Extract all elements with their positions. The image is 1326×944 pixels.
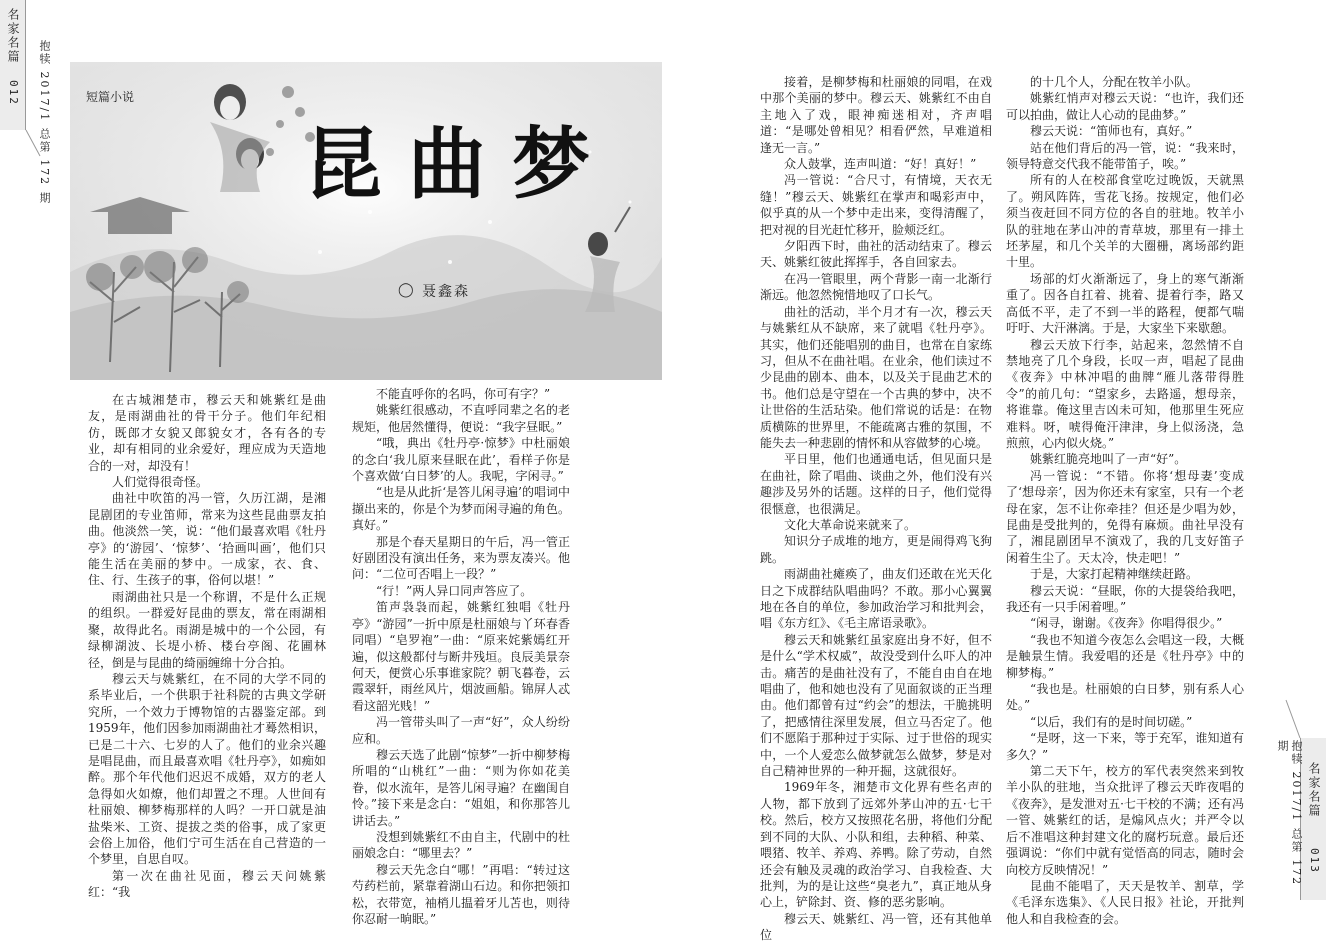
paragraph: “也是从此折‘是答儿闲寻遍’的唱词中撷出来的，你是个为梦而闲寻遍的角色。真好。” <box>352 485 570 533</box>
paragraph: 场部的灯火渐渐远了，身上的寒气渐渐重了。因各自扛着、挑着、提着行李，路又高低不平，走了不到一半的路程，便都气喘吁吁、大汗淋漓。于是，大家坐下来歇憩。 <box>1006 271 1244 336</box>
text-column-4 <box>1006 74 1244 927</box>
paragraph: “是呀，这一下来，等于充军，谁知道有多久？” <box>1006 731 1244 762</box>
paragraph: “我也是。杜丽娘的白日梦，别有系人心处。” <box>1006 682 1244 713</box>
paragraph: 冯一管带头叫了一声“好”，众人纷纷应和。 <box>352 715 570 746</box>
paragraph: 平日里，他们也通通电话，但见面只是在曲社，除了唱曲、谈曲之外，他们没有兴趣涉及另外的话题。这样的日子，他们觉得很惬意，也很满足。 <box>760 452 992 516</box>
paragraph: 站在他们背后的冯一管，说：“我来时，领导特意交代我不能带笛子，唉。” <box>1006 140 1244 172</box>
paragraph: “以后，我们有的是时间切磋。” <box>1030 714 1193 729</box>
paragraph: 姚紫红悄声对穆云天说：“也许，我们还可以拍曲，做让人心动的昆曲梦。” <box>1006 91 1244 122</box>
paragraph: “闲寻，谢谢。《夜奔》你唱得很少。” <box>1030 616 1223 631</box>
paragraph: 1969年冬，湘楚市文化界有些名声的人物，都下放到了远郊外茅山冲的五·七干校。然后，校方又按照花名册，将他们分配到不同的大队、小队和组，去种稻、种菜、喂猪、牧羊、养鸡、养鸭。除了劳动，自然还会有触及灵魂的政治学习、自我检查、大批判，为的是让这些“臭老九”，真正地从身心上，铲除封、资、修的恶劣影响。 <box>760 780 992 910</box>
paragraph: 于是，大家打起精神继续赶路。 <box>1030 567 1199 582</box>
paragraph: 雨湖曲社只是一个称谓，不是什么正规的组织。一群爱好昆曲的票友，常在雨湖相聚，故得此名。雨湖是城中的一个公园，有绿柳湖波、长堤小桥、楼台亭阁、花圃林径，倒是与昆曲的绮丽缠绵十分合拍。 <box>88 589 326 670</box>
paragraph: 曲社中吹笛的冯一管，久历江湖，是湘昆剧团的专业笛师，常来为这些昆曲票友拍曲。他淡然一笑，说：“他们最喜欢唱《牡丹亭》的‘游园’、‘惊梦’、‘拾画叫画’，他们只能生活在美丽的梦中。一成家，衣、食、住、行、生孩子的事，俗何以堪！” <box>88 491 326 588</box>
paragraph: 穆云天说：“昼眠，你的大提袋给我吧，我还有一只手闲着哩。” <box>1006 583 1244 614</box>
paragraph: 冯一管说：“合尺寸，有情境，天衣无缝！”穆云天、姚紫红在掌声和喝彩声中，似乎真的从一个梦中走出来，变得清醒了，把对视的目光赶忙移开，脸颊泛红。 <box>760 173 992 237</box>
paragraph: 穆云天、姚紫红、冯一管，还有其他单位 <box>760 911 992 943</box>
paragraph: 在古城湘楚市，穆云天和姚紫红是曲友，是雨湖曲社的骨干分子。他们年纪相仿，既郎才女貌又郎貌女才，各有各的专业，却有相同的业余爱好，理应成为天造地合的一对，却没有！ <box>88 393 326 473</box>
paragraph: 姚紫红脆亮地叫了一声“好”。 <box>1030 452 1187 467</box>
issue-info: 抱犊 2017/1 总第 172 期 <box>1276 740 1303 887</box>
text-column-2 <box>352 386 570 927</box>
paragraph: 所有的人在校部食堂吃过晚饭，天就黑了。朔风阵阵，雪花飞扬。按规定，他们必须当夜赶回不同方位的各自的驻地。牧羊小队的驻地在茅山冲的青草坡，那里有一排土坯茅屋，和几个关羊的大圈栅，离场部约距十里。 <box>1006 173 1244 270</box>
paragraph: 冯一管说：“不错。你将‘想母妻’变成了‘想母亲’，因为你还未有家室，只有一个老母在家，怎不让你牵挂？但还是少唱为妙，昆曲是受批判的，免得有麻烦。曲社早没有了，湘昆剧团早不演戏了，我的几支好笛子闲着生尘了。天太冷，快走吧！” <box>1006 468 1244 565</box>
paragraph: 没想到姚紫红不由自主，代剧中的杜丽娘念白：“哪里去？” <box>352 829 570 861</box>
paragraph: 知识分子成堆的地方，更是闹得鸡飞狗跳。 <box>760 534 992 565</box>
author-name: 聂鑫森 <box>422 284 470 300</box>
paragraph: 夕阳西下时，曲社的活动结束了。穆云天、姚紫红彼此挥挥手，各自回家去。 <box>760 239 992 270</box>
paragraph: “哦，典出《牡丹亭·惊梦》中杜丽娘的念白‘我儿原来昼眠在此’，看样子你是个喜欢做‘白日梦’的人。我呢，字闲寻。” <box>352 436 570 484</box>
paragraph: “行！”两人异口同声答应了。 <box>376 583 533 598</box>
paragraph: 姚紫红很感动，不直呼同辈之名的老规矩，他居然懂得，便说：“我字昼眠。” <box>352 403 570 434</box>
text-column-1 <box>88 392 326 901</box>
section-name: 名家名篇 <box>1307 762 1321 818</box>
paragraph: “我也不知道今夜怎么会唱这一段，大概是触景生情。我爱唱的还是《牡丹亭》中的柳梦梅。” <box>1006 632 1244 680</box>
paragraph: 曲社的活动，半个月才有一次，穆云天与姚紫红从不缺席，来了就唱《牡丹亭》。其实，他们还能唱别的曲目，也常在自家练习，但从不在曲社唱。在业余，他们读过不少昆曲的剧本、曲本，以及关于昆曲艺术的书。他们总是守望在一个古典的梦中，决不让世俗的生活玷染。他们常说的话是：在物质横陈的世界里，不能疏离古雅的氛围，不能失去一种悲剧的情怀和从容做梦的心境。 <box>760 304 992 450</box>
paragraph: 穆云天放下行李，站起来，忽然情不自禁地亮了几个身段，长叹一声，唱起了昆曲《夜奔》中林冲唱的曲牌“雁儿落带得胜令”的前几句：“望家乡，去路遥，想母亲，将谁靠。俺这里吉凶未可知，他那里生死应难料。呀，唬得俺汗津津，身上似汤浇，急煎煎，心内似火烧。” <box>1006 337 1244 450</box>
story-title: 昆曲梦 <box>304 120 617 210</box>
paragraph: 那是个春天星期日的午后，冯一管正好剧团没有演出任务，来为票友凑兴。他问：“二位可否唱上一段？” <box>352 534 570 582</box>
corner-ornament <box>0 96 40 156</box>
text-column-3 <box>760 74 992 944</box>
section-name: 名家名篇 <box>6 8 20 64</box>
issue-info: 抱犊 2017/1 总第 172 期 <box>38 40 51 205</box>
paragraph: 笛声袅袅而起，姚紫红独唱《牡丹亭》“游园”一折中原是杜丽娘与丫环春香同唱）“皂罗袍”一曲：“原来姹紫嫣红开遍，似这般都付与断井残垣。良辰美景奈何天，便赏心乐事谁家院？朝飞暮卷，云霞翠轩，雨丝风片，烟波画船。锦屏人忒看这韶光贱！” <box>352 600 570 713</box>
paragraph: 众人鼓掌，连声叫道：“好！真好！” <box>784 157 977 172</box>
paragraph: 的十几个人，分配在牧羊小队。 <box>1030 75 1199 89</box>
paragraph: 昆曲不能唱了，天天是牧羊、割草，学《毛泽东选集》、《人民日报》社论，开批判他人和自我检查的会。 <box>1006 878 1244 926</box>
page-number: 012 <box>7 80 20 106</box>
paragraph: 穆云天与姚紫红，在不同的大学不同的系毕业后，一个供职于社科院的古典文学研究所，一个效力于博物馆的古器鉴定部。到1959年，他们因参加雨湖曲社才蓦然相识，已是二十六、七岁的人了。他们的业余兴趣是唱昆曲，而且最喜欢唱《牡丹亭》，如痴如醉。那个年代他们迟迟不成婚，双方的老人急得如火如燎，他们却置之不理。人世间有杜丽娘、柳梦梅那样的人吗？一开口就是油盐柴米、工资、提拔之类的俗事，成了家更会俗上加俗，他们宁可生活在自己营造的一个梦里，自思自叹。 <box>88 671 326 867</box>
paragraph: 接着，是柳梦梅和杜丽娘的同唱，在戏中那个美丽的梦中。穆云天、姚紫红不由自主地入了戏，眼神痴迷相对，齐声唱道：“是哪处曾相见？相看俨然，早难道相逢无一言。” <box>760 75 992 155</box>
paragraph: 在冯一管眼里，两个背影一南一北渐行渐远。他忽然惋惜地叹了口长气。 <box>760 271 992 303</box>
paragraph: 不能直呼你的名吗，你可有字？” <box>376 387 551 401</box>
page-number: 013 <box>1308 848 1321 874</box>
paragraph: 穆云天和姚紫红虽家庭出身不好，但不是什么“学术权威”，故没受到什么吓人的冲击。痛苦的是曲社没有了，不能自由自在地唱曲了，他和她也没有了见面叙谈的正当理由。他们都曾有过“约会”的想法，干脆挑明了，把感情往深里发展，但立马否定了。他们不愿陷于那种过于实际、过于世俗的现实中，一个人爱恋么做梦就怎么做梦，梦是对自己精神世界的一种开掘，这就很好。 <box>760 632 992 779</box>
hero-illustration <box>70 62 662 380</box>
paragraph: 第二天下午，校方的军代表突然来到牧羊小队的驻地，当众批评了穆云天昨夜唱的《夜奔》，是发泄对五·七干校的不满；还有冯一管、姚紫红的话，是煽风点火；并严令以后不准唱这种封建文化的腐朽玩意。最后还强调说：“你们中就有觉悟高的同志，随时会向校方反映情况！” <box>1006 764 1244 877</box>
paragraph: 文化大革命说来就来了。 <box>784 517 917 532</box>
genre-label: 短篇小说 <box>86 90 135 104</box>
paragraph: 穆云天先念白“哪！”再唱：“转过这芍药栏前，紧靠着湖山石边。和你把领扣松，衣带宽，袖梢儿揾着牙儿苫也，则待你忍耐一晌眠。” <box>352 862 570 926</box>
paragraph: 第一次在曲社见面，穆云天问姚紫红：“我 <box>88 868 326 900</box>
paragraph: 穆云天选了此剧“惊梦”一折中柳梦梅所唱的“山桃红”一曲：“则为你如花美眷，似水流年，是答儿闲寻遍？在幽闺自怜。”接下来是念白：“姐姐，和你那答儿讲话去。” <box>352 747 570 828</box>
author-mark-icon: ◯ <box>398 282 414 298</box>
paragraph: 人们觉得很奇怪。 <box>112 475 209 490</box>
paragraph: 穆云天说：“笛师也有，真好。” <box>1030 124 1193 139</box>
right-margin-tab <box>1300 738 1326 900</box>
paragraph: 雨湖曲社瘫痪了，曲友们还敢在光天化日之下成群结队唱曲吗？不敢。那小心翼翼地在各自的单位，参加政治学习和批判会，唱《东方红》、《毛主席语录歌》。 <box>760 567 992 631</box>
